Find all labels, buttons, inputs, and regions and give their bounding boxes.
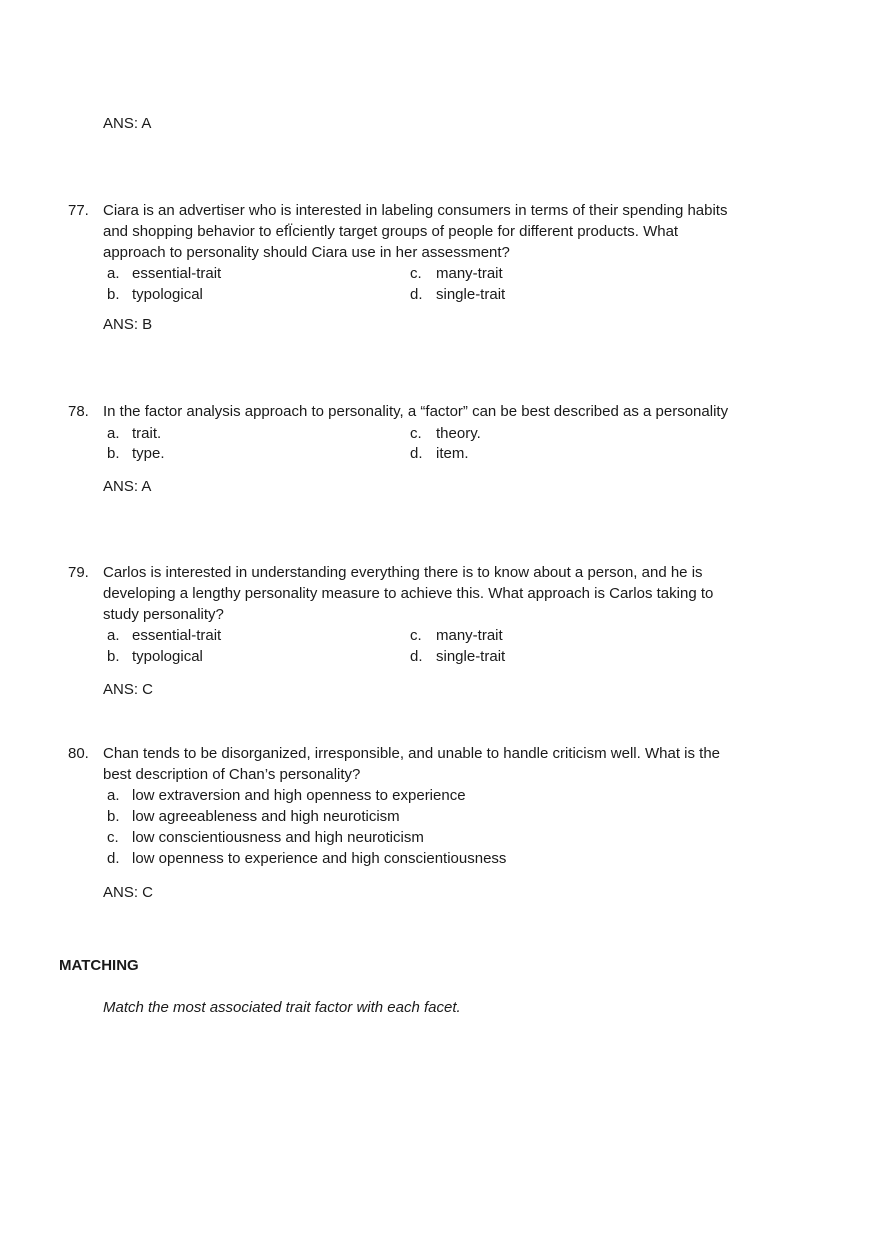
- option-letter: d.: [107, 850, 120, 867]
- answer-key: ANS: A: [103, 478, 152, 495]
- option-letter: c.: [410, 627, 422, 644]
- option-text: many-trait: [436, 265, 503, 282]
- question-number: 78.: [68, 403, 89, 420]
- option-text: single-trait: [436, 286, 506, 303]
- option-text: typological: [132, 648, 203, 665]
- question-text-line: approach to personality should Ciara use in her assessment?: [103, 244, 510, 261]
- question-text-line: developing a lengthy personality measure to achieve this. What approach is Carlos taking to: [103, 585, 714, 602]
- option-text: single-trait: [436, 648, 506, 665]
- answer-key: ANS: C: [103, 681, 154, 698]
- option-letter: c.: [107, 829, 119, 846]
- option-text: item.: [436, 445, 469, 462]
- option-text: theory.: [436, 425, 481, 442]
- question-text-line: study personality?: [103, 606, 224, 623]
- question-text-line: Carlos is interested in understanding everything there is to know about a person, and he is: [103, 564, 703, 581]
- option-letter: a.: [107, 787, 120, 804]
- option-text: trait.: [132, 425, 162, 442]
- option-letter: c.: [410, 425, 422, 442]
- question-text-line: best description of Chan’s personality?: [103, 766, 361, 783]
- option-letter: b.: [107, 286, 120, 303]
- option-text: low openness to experience and high conscientiousness: [132, 850, 507, 867]
- option-text: low extraversion and high openness to experience: [132, 787, 466, 804]
- question-number: 80.: [68, 745, 89, 762]
- option-text: typological: [132, 286, 203, 303]
- option-letter: d.: [410, 648, 423, 665]
- option-text: type.: [132, 445, 165, 462]
- option-letter: b.: [107, 808, 120, 825]
- question-text-line: In the factor analysis approach to personality, a “factor” can be best described as a personality: [103, 403, 729, 420]
- option-letter: d.: [410, 445, 423, 462]
- matching-instruction: Match the most associated trait factor with each facet.: [103, 999, 461, 1016]
- question-number: 79.: [68, 564, 89, 581]
- option-text: low agreeableness and high neuroticism: [132, 808, 400, 825]
- option-letter: b.: [107, 648, 120, 665]
- option-letter: a.: [107, 627, 120, 644]
- answer-key: ANS: C: [103, 884, 154, 901]
- option-text: essential-trait: [132, 265, 222, 282]
- previous-answer: ANS: A: [103, 115, 152, 132]
- option-letter: a.: [107, 425, 120, 442]
- option-text: low conscientiousness and high neuroticism: [132, 829, 424, 846]
- question-number: 77.: [68, 202, 89, 219]
- option-letter: c.: [410, 265, 422, 282]
- option-letter: a.: [107, 265, 120, 282]
- option-letter: b.: [107, 445, 120, 462]
- question-text-line: and shopping behavior to efÏciently target groups of people for different products. What: [103, 223, 679, 240]
- question-text-line: Chan tends to be disorganized, irresponsible, and unable to handle criticism well. What is the: [103, 745, 721, 762]
- question-text-line: Ciara is an advertiser who is interested in labeling consumers in terms of their spending habits: [103, 202, 728, 219]
- option-letter: d.: [410, 286, 423, 303]
- section-heading: MATCHING: [59, 957, 139, 974]
- option-text: many-trait: [436, 627, 503, 644]
- answer-key: ANS: B: [103, 316, 153, 333]
- option-text: essential-trait: [132, 627, 222, 644]
